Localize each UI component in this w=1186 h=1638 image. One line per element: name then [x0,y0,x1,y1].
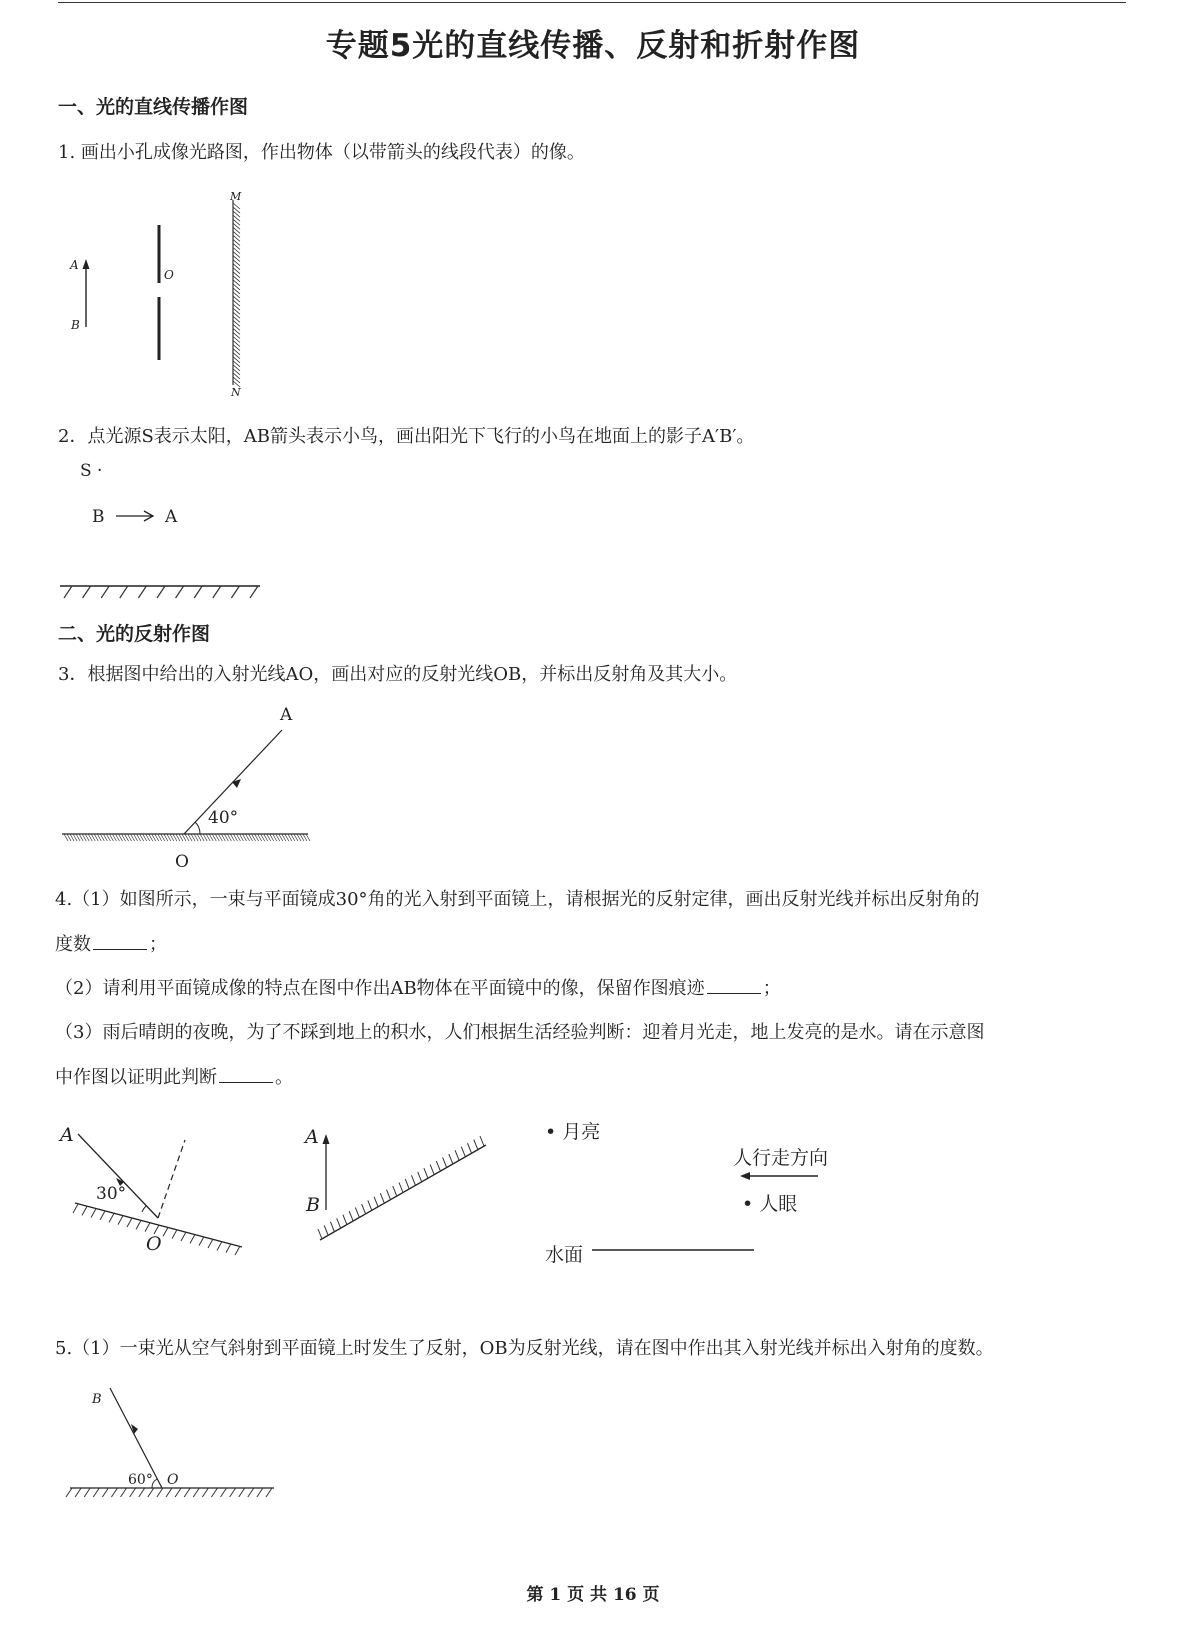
hatch-mark [148,1488,154,1497]
hatch-mark [239,1488,245,1497]
hatch-mark [231,586,239,598]
hatch-mark [193,1488,199,1497]
hatch-mark [121,1488,127,1497]
fig5-label-b: B [92,1392,102,1407]
angle-arc-40 [195,822,200,834]
fig4a-angle: 30° [96,1184,127,1204]
hatch-mark [145,1223,150,1232]
answer-blank-4-3[interactable] [219,1064,273,1083]
answer-blank-4-2[interactable] [707,975,761,994]
hatch-mark [109,1213,114,1222]
hatch-mark [343,1215,347,1225]
question-4-1-line2 [55,931,167,958]
hatch-mark [175,1488,181,1497]
hatch-mark [349,1211,353,1221]
fig5-label-o: O [167,1472,179,1488]
fig2-label-b: B [92,507,105,527]
hatch-mark [194,586,202,598]
walking-direction-arrow [740,1168,830,1184]
hatch-mark [157,586,165,598]
hatch-mark [226,1244,231,1253]
question-4-3-text-b: 中作图以证明此判断 [55,1067,217,1088]
question-4-1-text: 4.（1）如图所示，一束与平面镜成30°角的光入射到平面镜上，请根据光的反射定律，画出反射光线并标出反射角的 [55,889,980,910]
question-2-text: 2．点光源S表示太阳，AB箭头表示小鸟，画出阳光下飞行的小鸟在地面上的影子A′B′。 [58,426,755,447]
top-rule [58,2,1126,3]
question-4-2-text: （2）请利用平面镜成像的特点在图中作出AB物体在平面镜中的像，保留作图痕迹 [55,978,705,999]
fig1-label-m: M [230,190,242,203]
hatch-mark [221,1488,227,1497]
hatch-mark [176,586,184,598]
fig5-angle: 60° [128,1472,153,1488]
hatch-mark [101,586,109,598]
section-heading-1: 一、光的直线传播作图 [58,96,249,118]
hatch-mark [127,1218,132,1227]
fig4a-label-a: A [60,1124,74,1146]
hatch-mark [217,1241,222,1250]
section-heading-2: 二、光的反射作图 [58,623,211,645]
question-1-text: 1. 画出小孔成像光路图，作出物体（以带箭头的线段代表）的像。 [58,142,585,163]
hatch-mark [138,586,146,598]
hatch-mark [355,1208,359,1218]
mirror-4b [318,1136,486,1240]
hatch-mark [157,1488,163,1497]
hatch-mark [73,1204,78,1213]
hatch-mark [91,1209,96,1218]
hatch-mark [82,1206,87,1215]
mirror-surface [62,834,310,841]
fig4b-label-a: A [305,1126,319,1148]
hatch-mark [83,586,91,598]
hatch-mark [93,1488,99,1497]
page-footer: 第 1 页 共 16 页 [526,1585,660,1605]
question-4-3-line2 [55,1064,293,1091]
hatch-mark [118,1216,123,1225]
hatch-mark [190,1234,195,1243]
hatch-mark [399,1183,403,1193]
figure-4b-mirror-image [300,1130,500,1260]
hatch-mark [474,1140,478,1150]
figure-2-bird-shadow [58,500,278,610]
fig4c-eye: • 人眼 [742,1193,798,1215]
hatch-mark [202,1488,208,1497]
hatch-mark [337,1218,341,1228]
figure-1-pinhole [60,185,260,405]
hatch-mark [211,1488,217,1497]
hatch-mark [75,1488,81,1497]
fig1-label-o: O [164,268,174,282]
fig3-label-a: A [280,705,293,725]
hatch-mark [120,586,128,598]
hatch-mark [387,1190,391,1200]
hatch-mark [166,1488,172,1497]
hatch-mark [393,1186,397,1196]
question-4-3-text-c: 。 [275,1067,293,1088]
hatch-mark [380,1193,384,1203]
hatch-mark [66,1488,72,1497]
fig4c-direction: 人行走方向 [733,1147,829,1169]
fig3-label-o: O [175,852,189,872]
hatch-mark [136,1220,141,1229]
hatch-mark [235,1246,240,1255]
question-4-2-text-c: ； [762,978,781,999]
water-surface-line [592,1247,762,1253]
hatch-mark [248,1488,254,1497]
hatch-mark [461,1147,465,1157]
hatch-mark [411,1175,415,1185]
hatch-mark [130,1488,136,1497]
hatch-mark [330,1222,334,1232]
normal-line [158,1140,185,1218]
question-4-3-text: （3）雨后晴朗的夜晚，为了不踩到地上的积水，人们根据生活经验判断：迎着月光走，地上发亮的是水。请在示意图 [55,1022,985,1043]
hatch-mark [84,1488,90,1497]
fig4c-moon: • 月亮 [545,1121,601,1143]
mirror-5 [66,1488,274,1497]
answer-blank-4-1[interactable] [93,931,147,950]
hatch-mark [318,1229,322,1239]
hatch-mark [208,1239,213,1248]
hatch-mark [455,1150,459,1160]
hatch-mark [230,1488,236,1497]
hatch-mark [368,1200,372,1210]
hatch-mark [250,586,258,598]
hatch-mark [100,1211,105,1220]
hatch-mark [418,1172,422,1182]
page-title: 专题5光的直线传播、反射和折射作图 [325,28,861,64]
incident-ray [78,1134,158,1218]
question-4-2-line [55,975,781,1002]
hatch-mark [199,1237,204,1246]
hatch-mark [184,1488,190,1497]
hatch-mark [436,1161,440,1171]
hatch-mark [213,586,221,598]
fig4b-label-b: B [306,1194,320,1216]
angle-arc-30 [142,1206,146,1212]
hatch-mark [172,1230,177,1239]
hatch-mark [111,1488,117,1497]
fig1-label-a: A [70,258,79,272]
fig3-angle: 40° [208,808,239,828]
hatch-mark [181,1232,186,1241]
hatch-mark [430,1165,434,1175]
question-4-1-text-b: 度数 [55,934,91,955]
ground [60,586,260,598]
fig1-label-b: B [71,318,80,332]
hatch-mark [405,1179,409,1189]
question-5-text: 5.（1）一束光从空气斜射到平面镜上时发生了反射，OB为反射光线，请在图中作出其入射光线并标出入射角的度数。 [55,1338,994,1359]
fig2-label-a: A [165,507,178,527]
hatch-mark [102,1488,108,1497]
object-ab [323,1134,330,1210]
hatch-mark [257,1488,263,1497]
hatch-mark [374,1197,378,1207]
hatch-mark [443,1157,447,1167]
screen-mn [233,200,240,387]
fig2-label-s: S · [80,461,103,481]
hatch-mark [139,1488,145,1497]
hatch-mark [480,1136,484,1146]
fig4a-label-o: O [146,1233,162,1255]
fig1-label-n: N [231,386,241,399]
hatch-mark [424,1168,428,1178]
bird-arrow [116,511,153,521]
hatch-mark [324,1225,328,1235]
fig4c-water-label: 水面 [545,1244,584,1266]
hatch-mark [449,1154,453,1164]
question-4-1-text-c: ； [149,934,167,955]
hatch-mark [163,1227,168,1236]
hatch-mark [362,1204,366,1214]
hatch-mark [468,1143,472,1153]
object-arrow-ab [83,259,90,327]
question-3-text: 3．根据图中给出的入射光线AO，画出对应的反射光线OB，并标出反射角及其大小。 [58,664,738,685]
hatch-mark [64,586,72,598]
hatch-mark [266,1488,272,1497]
